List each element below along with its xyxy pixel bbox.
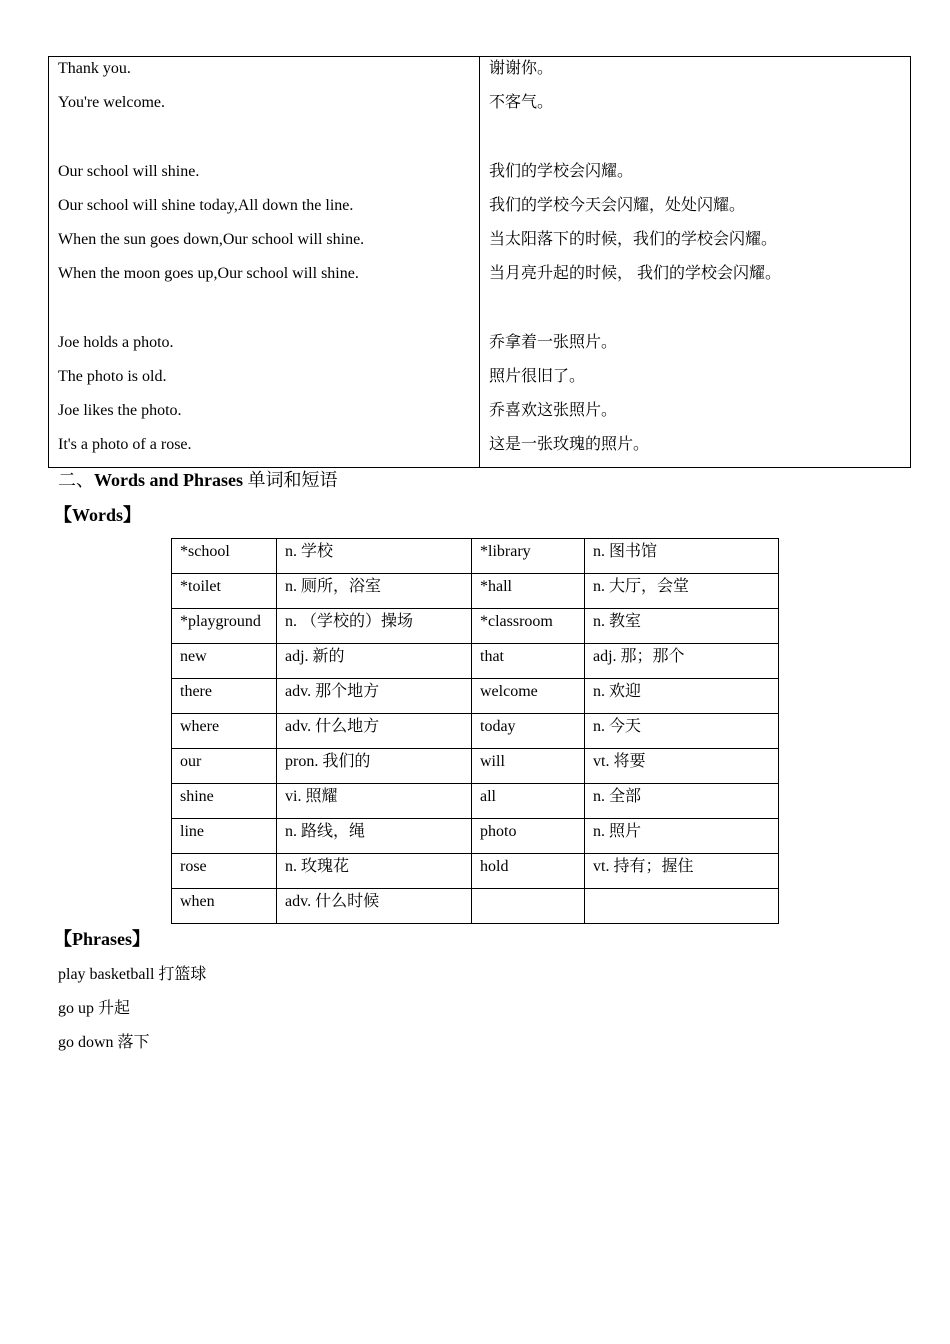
word-definition: vi. 照耀 — [277, 784, 472, 819]
english-sentence: The photo is old. — [58, 367, 167, 385]
chinese-sentence: 乔喜欢这张照片。 — [489, 401, 618, 419]
english-sentence — [58, 125, 470, 159]
word-definition: n. 今天 — [585, 714, 779, 749]
english-column — [49, 57, 480, 468]
chinese-sentence: 我们的学校会闪耀。 — [489, 162, 634, 180]
table-row — [172, 854, 779, 889]
word-definition: n. 大厅，会堂 — [585, 574, 779, 609]
table-row — [172, 644, 779, 679]
section-prefix: 二、 — [58, 470, 94, 490]
phrase-item: play basketball 打篮球 — [58, 966, 207, 983]
chinese-sentence: 乔拿着一张照片。 — [489, 333, 618, 351]
chinese-sentence: 当月亮升起的时候， 我们的学校会闪耀。 — [489, 265, 782, 283]
word-definition: adv. 那个地方 — [277, 679, 472, 714]
table-row — [172, 539, 779, 574]
table-row — [172, 784, 779, 819]
table-row — [172, 889, 779, 924]
chinese-sentence: 不客气。 — [489, 94, 554, 112]
word-definition: n. 照片 — [585, 819, 779, 854]
word-definition: n. 全部 — [585, 784, 779, 819]
table-row — [172, 609, 779, 644]
english-sentence: You're welcome. — [58, 94, 166, 112]
table-row — [49, 57, 911, 468]
word-definition: vt. 将要 — [585, 749, 779, 784]
english-sentence: Our school will shine. — [58, 162, 200, 180]
word-english: our — [172, 749, 277, 784]
table-row — [172, 679, 779, 714]
word-definition — [585, 889, 779, 924]
word-english: welcome — [472, 679, 585, 714]
word-english: new — [172, 644, 277, 679]
word-definition: adj. 新的 — [277, 644, 472, 679]
word-english: rose — [172, 854, 277, 889]
chinese-sentence: 照片很旧了。 — [489, 367, 586, 385]
english-sentence: When the sun goes down,Our school will shine. — [58, 230, 365, 248]
word-definition: vt. 持有；握住 — [585, 854, 779, 889]
word-english: where — [172, 714, 277, 749]
section-heading — [58, 467, 338, 493]
word-definition: pron. 我们的 — [277, 749, 472, 784]
english-sentence — [58, 296, 470, 330]
chinese-sentence: 当太阳落下的时候，我们的学校会闪耀。 — [489, 230, 778, 248]
english-sentence: When the moon goes up,Our school will shine. — [58, 265, 359, 283]
chinese-sentence: 我们的学校今天会闪耀，处处闪耀。 — [489, 196, 746, 214]
phrases-heading: 【Phrases】 — [54, 929, 150, 949]
english-sentence: Our school will shine today,All down the line. — [58, 196, 354, 214]
word-english: photo — [472, 819, 585, 854]
section-title-english: Words and Phrases — [94, 470, 244, 490]
word-english: *classroom — [472, 609, 585, 644]
word-definition: n. （学校的）操场 — [277, 609, 472, 644]
word-english: hold — [472, 854, 585, 889]
table-row — [172, 714, 779, 749]
vocabulary-table — [171, 538, 779, 924]
word-definition: adv. 什么地方 — [277, 714, 472, 749]
word-english: shine — [172, 784, 277, 819]
table-row — [172, 749, 779, 784]
word-english: *library — [472, 539, 585, 574]
word-english: *hall — [472, 574, 585, 609]
phrase-item: go up 升起 — [58, 1000, 131, 1017]
phrase-item: go down 落下 — [58, 1034, 150, 1051]
chinese-sentence — [489, 296, 901, 330]
word-definition: n. 路线，绳 — [277, 819, 472, 854]
words-heading: 【Words】 — [54, 505, 142, 525]
word-definition: n. 学校 — [277, 539, 472, 574]
word-english: *toilet — [172, 574, 277, 609]
table-row — [172, 574, 779, 609]
word-definition: n. 玫瑰花 — [277, 854, 472, 889]
english-sentence: Joe likes the photo. — [58, 401, 182, 419]
chinese-sentence: 这是一张玫瑰的照片。 — [489, 436, 650, 454]
word-definition: n. 欢迎 — [585, 679, 779, 714]
chinese-column — [480, 57, 911, 468]
chinese-sentence — [489, 125, 901, 159]
word-english: line — [172, 819, 277, 854]
word-definition: adv. 什么时候 — [277, 889, 472, 924]
chinese-sentence: 谢谢你。 — [489, 60, 554, 77]
table-row — [172, 819, 779, 854]
section-title-chinese: 单词和短语 — [243, 470, 338, 490]
word-english: *playground — [172, 609, 277, 644]
word-english — [472, 889, 585, 924]
word-english: there — [172, 679, 277, 714]
sentence-translation-table — [48, 56, 911, 468]
word-definition: n. 图书馆 — [585, 539, 779, 574]
word-english: will — [472, 749, 585, 784]
word-english: all — [472, 784, 585, 819]
english-sentence: Joe holds a photo. — [58, 333, 174, 351]
word-definition: n. 厕所，浴室 — [277, 574, 472, 609]
word-english: today — [472, 714, 585, 749]
word-definition: n. 教室 — [585, 609, 779, 644]
english-sentence: It's a photo of a rose. — [58, 436, 192, 454]
english-sentence: Thank you. — [58, 60, 131, 77]
word-definition: adj. 那；那个 — [585, 644, 779, 679]
word-english: *school — [172, 539, 277, 574]
word-english: that — [472, 644, 585, 679]
word-english: when — [172, 889, 277, 924]
